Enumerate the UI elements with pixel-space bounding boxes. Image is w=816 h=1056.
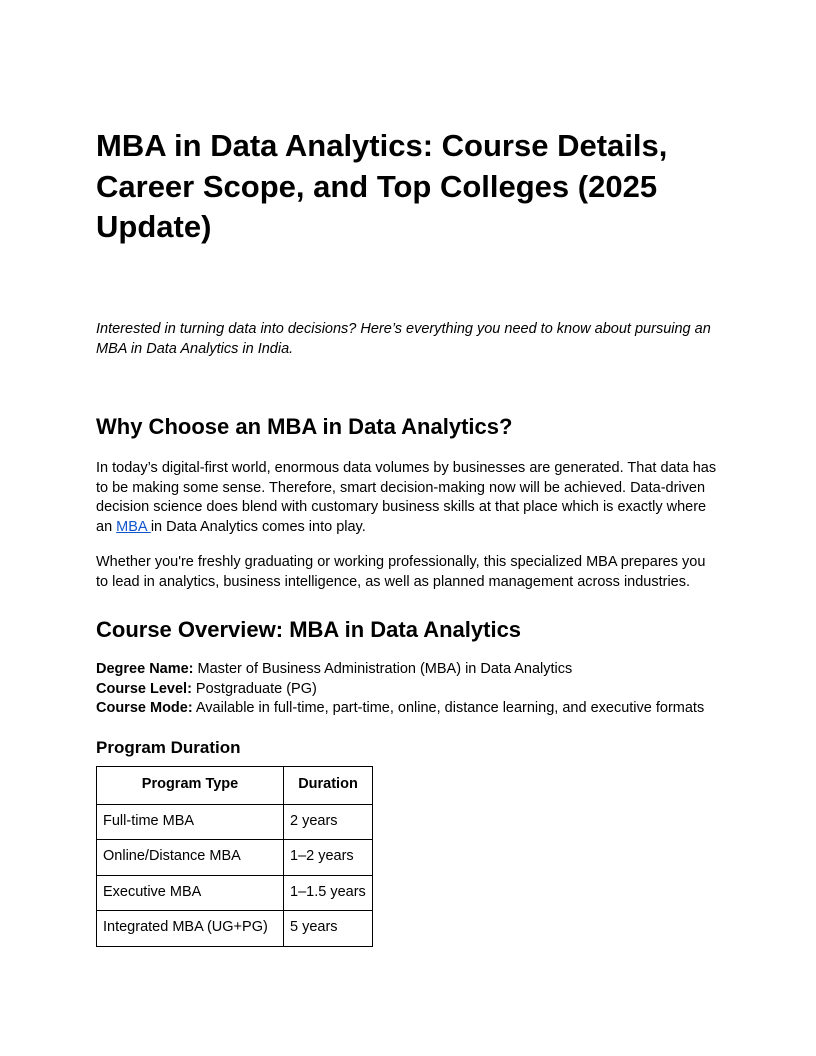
cell-program-type: Online/Distance MBA [97,840,284,876]
why-heading: Why Choose an MBA in Data Analytics? [96,414,513,439]
cell-duration: 1–1.5 years [284,875,373,911]
header-program-type: Program Type [97,767,284,805]
cell-program-type: Executive MBA [97,875,284,911]
mba-link[interactable]: MBA [116,518,151,535]
fact-value: Master of Business Administration (MBA) in Data Analytics [193,661,573,677]
fact-value: Postgraduate (PG) [191,680,317,697]
fact-label: Degree Name: [96,661,194,677]
why-paragraph-2: Whether you're freshly graduating or working professionally, this specialized MBA prepares you to lead in analytics, business intelligence, as well as planned management across industries. [96,554,706,590]
why-p1-text-before: In today’s digital-first world, enormous data volumes by businesses are generated. That data has to be making some sense. Therefore, smart decision-making now will be achieved. Data-driven decision science does blend with customary business skills at that place which is exactly where an [96,460,717,535]
table-row [97,911,373,947]
cell-duration: 2 years [284,804,373,840]
course-facts [96,660,720,719]
duration-table [96,766,373,947]
cell-duration: 5 years [284,911,373,947]
cell-duration: 1–2 years [284,840,373,876]
header-duration: Duration [284,767,373,805]
why-paragraph-1 [96,459,720,537]
intro-text: Interested in turning data into decisions? Here’s everything you need to know about pursuing an MBA in Data Analytics in India. [96,321,711,357]
page-title: MBA in Data Analytics: Course Details, Career Scope, and Top Colleges (2025 Update) [96,128,668,244]
cell-program-type: Integrated MBA (UG+PG) [97,911,284,947]
overview-heading: Course Overview: MBA in Data Analytics [96,617,522,642]
fact-label: Course Mode: [96,700,193,716]
why-p1-text-after: in Data Analytics comes into play. [150,518,366,535]
table-row [97,840,373,876]
table-row [97,804,373,840]
fact-course-level [96,680,720,700]
table-header-row [97,767,373,805]
fact-value: Available in full-time, part-time, online, distance learning, and executive formats [192,700,705,716]
duration-heading: Program Duration [96,738,241,757]
cell-program-type: Full-time MBA [97,804,284,840]
table-row [97,875,373,911]
fact-label: Course Level: [96,680,192,697]
fact-course-mode [96,699,720,719]
fact-degree-name [96,660,720,680]
